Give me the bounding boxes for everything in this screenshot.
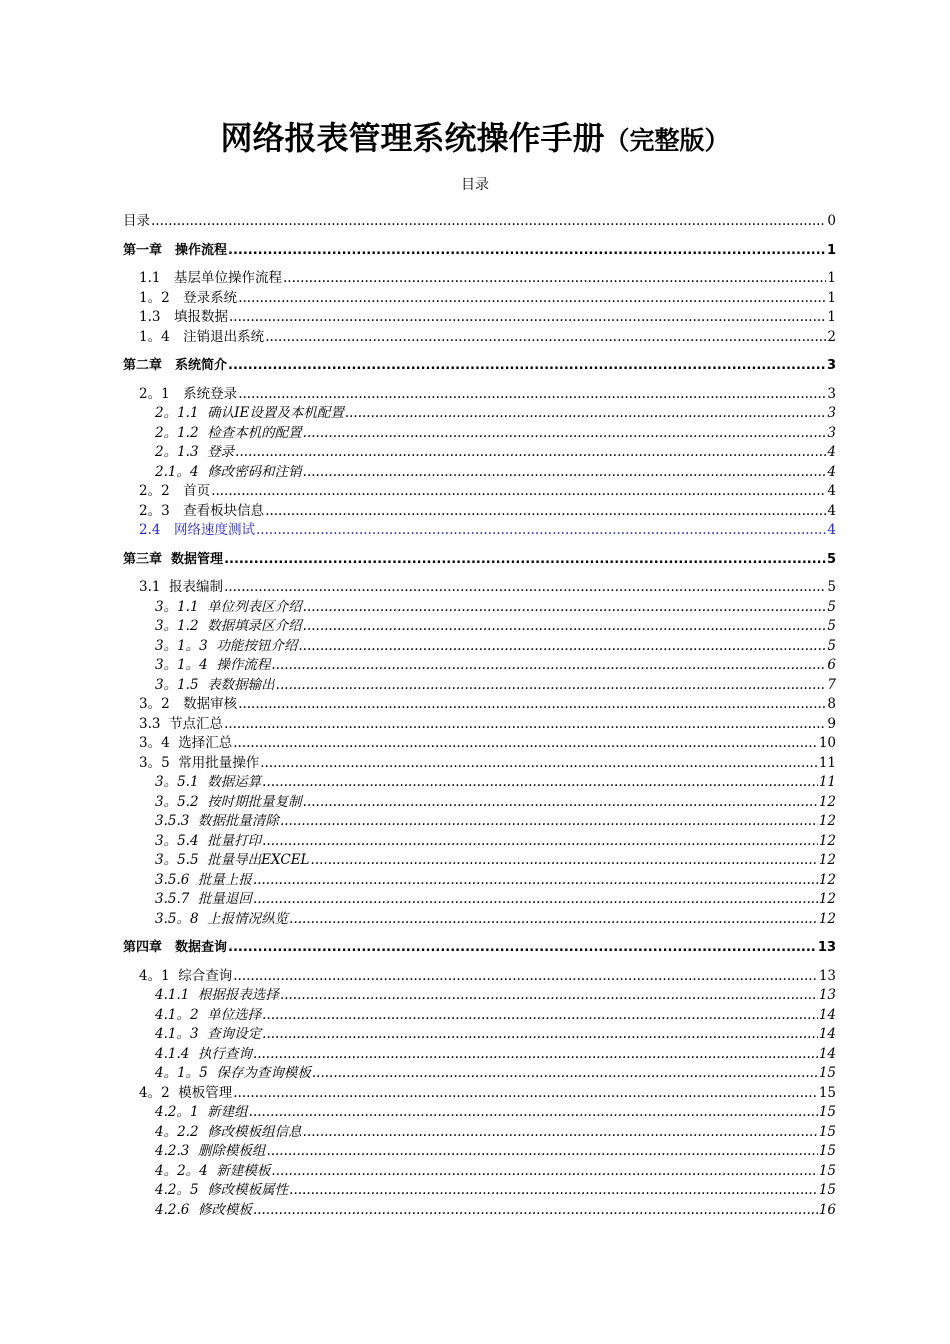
toc-entry-page-number: 15: [818, 1065, 836, 1081]
toc-leader-dots: [228, 241, 826, 261]
toc-entry-label: 3。5.5 批量导出EXCEL: [155, 852, 310, 868]
toc-entry-chapter[interactable]: [123, 550, 836, 570]
toc-entry-label: 2。1.2 检查本机的配置: [155, 424, 302, 441]
toc-entry-page-number: 9: [827, 715, 836, 732]
toc-entry-label: 3.1 报表编制: [139, 579, 224, 595]
toc-entry-page-number: 4: [827, 463, 836, 480]
table-of-contents: [123, 212, 836, 1220]
toc-leader-dots: [238, 695, 826, 715]
toc-entry[interactable]: [123, 443, 836, 463]
toc-entry[interactable]: [123, 521, 836, 541]
toc-entry[interactable]: [123, 832, 836, 852]
toc-entry-label: 3.5。8 上报情况纵览: [155, 910, 289, 927]
toc-entry[interactable]: [123, 617, 836, 637]
toc-leader-dots: [276, 676, 827, 696]
toc-entry-page-number: 12: [818, 793, 836, 810]
toc-heading: 目录: [461, 177, 489, 193]
toc-entry-page-number: 4: [827, 502, 836, 519]
toc-entry-page-number: 12: [818, 813, 836, 829]
toc-entry-page-number: 3: [826, 358, 836, 373]
toc-entry-page-number: 15: [818, 1182, 836, 1198]
toc-entry[interactable]: [123, 385, 836, 405]
toc-entry-label: 2。1 系统登录: [139, 385, 238, 402]
toc-entry-label: 4。2 模板管理: [139, 1084, 233, 1101]
toc-entry[interactable]: [123, 1006, 836, 1026]
toc-entry-page-number: 15: [818, 1123, 836, 1140]
toc-leader-dots: [289, 1181, 818, 1201]
toc-entry-page-number: 11: [818, 774, 836, 790]
toc-leader-dots: [265, 502, 826, 522]
toc-leader-dots: [262, 1006, 818, 1026]
toc-entry-label: 4.1.1 根据报表选择: [155, 987, 279, 1003]
toc-entry-label: 4。2。4 新建模板: [155, 1162, 271, 1179]
toc-entry-page-number: 2: [827, 328, 836, 345]
toc-entry-page-number: 1: [826, 242, 836, 258]
toc-leader-dots: [266, 1142, 817, 1162]
toc-entry-label: 3.5.3 数据批量清除: [155, 813, 279, 829]
toc-entry-label: 3。5.2 按时期批量复制: [155, 793, 302, 810]
toc-entry[interactable]: [123, 1084, 836, 1104]
toc-entry-page-number: 12: [818, 891, 836, 907]
toc-entry-label: 3。5.1 数据运算: [155, 774, 262, 790]
toc-entry-label: 4。1 综合查询: [139, 967, 233, 984]
toc-leader-dots: [229, 308, 826, 328]
toc-entry-label: 1。2 登录系统: [139, 289, 238, 306]
toc-entry[interactable]: [123, 1162, 836, 1182]
toc-entry-label: 4.2.6 修改模板: [155, 1201, 252, 1218]
document-title: [0, 116, 950, 163]
toc-leader-dots: [253, 890, 818, 910]
toc-entry-label: 3。1.5 表数据输出: [155, 676, 275, 693]
toc-entry[interactable]: [123, 578, 836, 598]
toc-entry[interactable]: [123, 637, 836, 657]
toc-entry-label: 2。3 查看板块信息: [139, 502, 265, 519]
toc-entry-page-number: 3: [827, 385, 836, 402]
toc-entry-label: 3.3 节点汇总: [139, 715, 224, 732]
toc-leader-dots: [298, 637, 826, 657]
toc-leader-dots: [253, 871, 818, 891]
toc-leader-dots: [253, 1201, 818, 1221]
toc-entry-label: 2。2 首页: [139, 483, 211, 499]
toc-leader-dots: [303, 617, 827, 637]
toc-entry[interactable]: [123, 212, 836, 232]
toc-entry[interactable]: [123, 910, 836, 930]
toc-entry-label: 第一章 操作流程: [123, 242, 228, 258]
toc-entry-page-number: 12: [818, 832, 836, 849]
toc-entry-label: 2。1.1 确认IE设置及本机配置: [155, 405, 344, 421]
toc-entry-label: 第二章 系统简介: [123, 358, 228, 373]
toc-entry-label: 1.3 填报数据: [139, 309, 228, 325]
toc-entry[interactable]: [123, 734, 836, 754]
toc-leader-dots: [224, 550, 826, 570]
toc-entry[interactable]: [123, 328, 836, 348]
toc-entry-page-number: 15: [818, 1104, 836, 1120]
toc-entry-label: 1。4 注销退出系统: [139, 328, 265, 345]
toc-entry[interactable]: [123, 308, 836, 328]
toc-entry[interactable]: [123, 1123, 836, 1143]
toc-entry[interactable]: [123, 871, 836, 891]
toc-entry-page-number: 5: [827, 579, 836, 595]
toc-entry[interactable]: [123, 793, 836, 813]
toc-entry-page-number: 4: [827, 483, 836, 499]
toc-entry-page-number: 12: [818, 852, 836, 868]
toc-entry-label: 4。2.2 修改模板组信息: [155, 1123, 302, 1140]
toc-entry-page-number: 0: [827, 213, 836, 229]
toc-entry-label: 4.1。2 单位选择: [155, 1006, 262, 1023]
toc-entry[interactable]: [123, 754, 836, 774]
toc-leader-dots: [233, 734, 818, 754]
toc-entry-label: 1.1 基层单位操作流程: [139, 270, 282, 286]
toc-entry-page-number: 1: [827, 309, 836, 325]
toc-entry-label: 3。5 常用批量操作: [139, 754, 260, 771]
toc-leader-dots: [262, 832, 818, 852]
toc-entry[interactable]: [123, 1142, 836, 1162]
toc-entry-page-number: 8: [827, 696, 836, 712]
toc-leader-dots: [260, 754, 818, 774]
toc-entry-page-number: 14: [818, 1006, 836, 1023]
toc-entry[interactable]: [123, 1064, 836, 1084]
toc-entry-label: 3。1.1 单位列表区介绍: [155, 598, 302, 615]
toc-entry-page-number: 4: [827, 522, 836, 538]
toc-leader-dots: [151, 212, 826, 232]
toc-entry-chapter[interactable]: [123, 938, 836, 958]
toc-entry-page-number: 5: [827, 618, 836, 634]
toc-leader-dots: [311, 851, 818, 871]
toc-entry-page-number: 1: [827, 289, 836, 306]
toc-entry-label: 2。1.3 登录: [155, 444, 235, 460]
toc-entry[interactable]: [123, 773, 836, 793]
toc-entry[interactable]: [123, 851, 836, 871]
toc-leader-dots: [345, 404, 827, 424]
toc-entry-label: 3。1.2 数据填录区介绍: [155, 618, 302, 634]
toc-entry-page-number: 3: [827, 424, 836, 441]
toc-entry-page-number: 5: [826, 551, 836, 567]
toc-entry-page-number: 15: [818, 1162, 836, 1179]
toc-entry-label: 3。2 数据审核: [139, 696, 238, 712]
toc-entry-label: 3。1。4 操作流程: [155, 657, 271, 673]
toc-entry-label: 目录: [123, 213, 150, 229]
toc-entry[interactable]: [123, 676, 836, 696]
toc-leader-dots: [271, 656, 826, 676]
toc-leader-dots: [265, 328, 826, 348]
toc-leader-dots: [256, 521, 826, 541]
toc-entry-page-number: 12: [818, 910, 836, 927]
toc-entry[interactable]: [123, 656, 836, 676]
toc-entry[interactable]: [123, 269, 836, 289]
toc-entry-page-number: 14: [818, 1045, 836, 1062]
toc-leader-dots: [303, 598, 827, 618]
toc-entry[interactable]: [123, 695, 836, 715]
toc-entry[interactable]: [123, 1025, 836, 1045]
toc-entry-label: 2.4 网络速度测试: [139, 522, 255, 538]
toc-entry-label: 2.1。4 修改密码和注销: [155, 463, 302, 480]
toc-leader-dots: [303, 424, 827, 444]
toc-entry-label: 4.1。3 查询设定: [155, 1026, 262, 1042]
toc-entry-label: 4.1.4 执行查询: [155, 1045, 252, 1062]
toc-entry-page-number: 4: [827, 444, 836, 460]
toc-leader-dots: [228, 356, 826, 376]
document-title-main: 网络报表管理系统操作手册: [220, 119, 605, 157]
toc-entry[interactable]: [123, 598, 836, 618]
toc-leader-dots: [271, 1162, 817, 1182]
toc-entry-label: 4。1。5 保存为查询模板: [155, 1065, 311, 1081]
toc-entry[interactable]: [123, 967, 836, 987]
toc-entry-chapter[interactable]: [123, 356, 836, 376]
toc-entry-page-number: 15: [818, 1143, 836, 1159]
toc-entry-label: 第四章 数据查询: [123, 940, 228, 955]
toc-entry[interactable]: [123, 1181, 836, 1201]
toc-entry-page-number: 5: [827, 637, 836, 654]
toc-entry-page-number: 13: [818, 967, 836, 984]
toc-leader-dots: [289, 910, 818, 930]
toc-entry[interactable]: [123, 1045, 836, 1065]
toc-leader-dots: [228, 938, 817, 958]
toc-entry-chapter[interactable]: [123, 241, 836, 261]
toc-entry-page-number: 3: [827, 405, 836, 421]
toc-entry-page-number: 16: [818, 1201, 836, 1218]
toc-leader-dots: [235, 443, 826, 463]
toc-leader-dots: [303, 1123, 818, 1143]
toc-leader-dots: [262, 773, 818, 793]
toc-entry-label: 4.2。1 新建组: [155, 1104, 248, 1120]
toc-entry-label: 3.5.7 批量退回: [155, 891, 252, 907]
toc-entry-label: 3。5.4 批量打印: [155, 832, 262, 849]
toc-entry[interactable]: [123, 404, 836, 424]
toc-leader-dots: [233, 967, 818, 987]
toc-leader-dots: [211, 482, 826, 502]
toc-leader-dots: [283, 269, 826, 289]
toc-entry[interactable]: [123, 289, 836, 309]
toc-leader-dots: [312, 1064, 818, 1084]
toc-entry-page-number: 11: [818, 754, 836, 771]
document-title-suffix: （完整版）: [604, 126, 730, 155]
toc-entry[interactable]: [123, 715, 836, 735]
toc-entry-page-number: 13: [817, 940, 836, 955]
toc-leader-dots: [249, 1103, 818, 1123]
toc-leader-dots: [238, 385, 826, 405]
toc-entry[interactable]: [123, 463, 836, 483]
toc-entry-label: 第三章 数据管理: [123, 551, 224, 567]
toc-entry-page-number: 14: [818, 1026, 836, 1042]
toc-entry[interactable]: [123, 502, 836, 522]
toc-entry-page-number: 5: [827, 598, 836, 615]
toc-entry[interactable]: [123, 482, 836, 502]
toc-entry[interactable]: [123, 812, 836, 832]
toc-entry[interactable]: [123, 986, 836, 1006]
toc-entry-page-number: 6: [827, 657, 836, 673]
toc-leader-dots: [280, 812, 818, 832]
toc-leader-dots: [238, 289, 826, 309]
toc-entry[interactable]: [123, 1103, 836, 1123]
toc-leader-dots: [303, 463, 827, 483]
toc-leader-dots: [303, 793, 818, 813]
toc-entry-label: 3。1。3 功能按钮介绍: [155, 637, 298, 654]
toc-leader-dots: [253, 1045, 818, 1065]
toc-entry[interactable]: [123, 424, 836, 444]
toc-entry-label: 4.2。5 修改模板属性: [155, 1182, 289, 1198]
toc-entry-label: 3.5.6 批量上报: [155, 871, 252, 888]
toc-leader-dots: [224, 578, 826, 598]
toc-entry-page-number: 15: [818, 1084, 836, 1101]
toc-leader-dots: [233, 1084, 818, 1104]
toc-entry-page-number: 1: [827, 270, 836, 286]
toc-entry-label: 3。4 选择汇总: [139, 735, 233, 751]
toc-leader-dots: [280, 986, 818, 1006]
toc-entry[interactable]: [123, 1201, 836, 1221]
toc-leader-dots: [262, 1025, 818, 1045]
toc-entry-page-number: 7: [827, 676, 836, 693]
toc-entry-page-number: 10: [818, 735, 836, 751]
toc-leader-dots: [224, 715, 826, 735]
toc-entry-label: 4.2.3 删除模板组: [155, 1143, 266, 1159]
toc-entry-page-number: 12: [818, 871, 836, 888]
toc-entry-page-number: 13: [818, 987, 836, 1003]
toc-entry[interactable]: [123, 890, 836, 910]
